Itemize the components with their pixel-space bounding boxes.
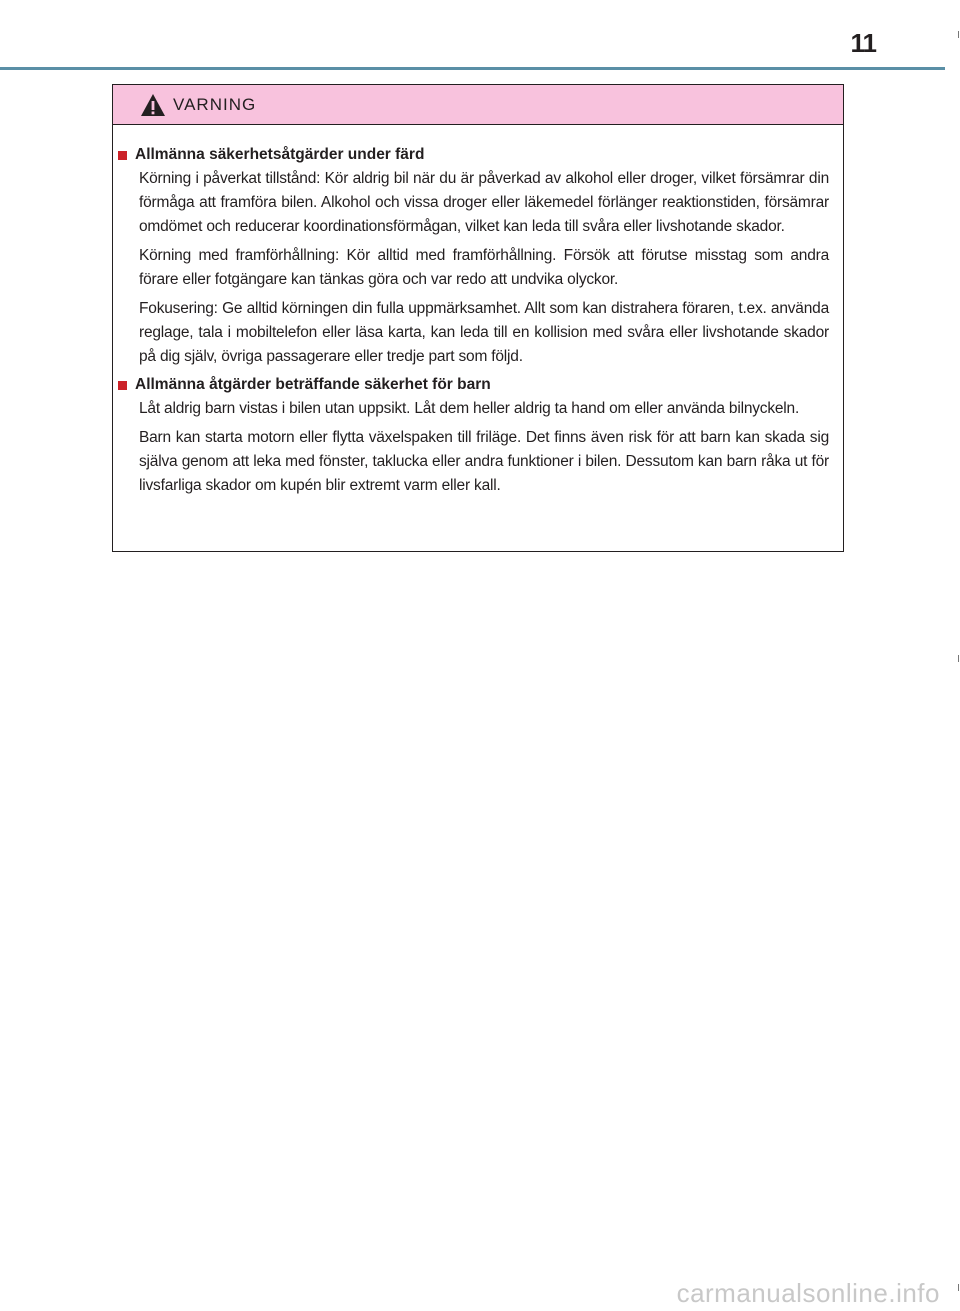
- watermark: carmanualsonline.info: [676, 1278, 940, 1308]
- section-heading-text: Allmänna säkerhetsåtgärder under färd: [135, 146, 425, 163]
- edge-tick: [958, 31, 959, 38]
- paragraph: Körning med framförhållning: Kör alltid med framförhållning. Försök att förutse misstag som andra förare eller fotgängare kan tänkas göra och var redo att undvika olyckor.: [139, 247, 829, 288]
- edge-tick: [958, 1284, 959, 1291]
- section-heading-text: Allmänna åtgärder beträffande säkerhet för barn: [135, 376, 491, 393]
- warning-section: [118, 144, 829, 369]
- section-heading: [118, 374, 829, 396]
- warning-header: [113, 85, 843, 125]
- warning-title: VARNING: [173, 94, 257, 114]
- paragraph: Låt aldrig barn vistas i bilen utan uppsikt. Låt dem heller aldrig ta hand om eller använda bilnyckeln.: [139, 400, 800, 417]
- paragraph: Fokusering: Ge alltid körningen din fulla uppmärksamhet. Allt som kan distrahera föraren, t.ex. använda reglage, tala i mobiltelefon eller läsa karta, kan leda till en kollision med svåra eller livshotande skador på dig själv, övriga passagerare eller tredje part som följd.: [139, 300, 829, 365]
- warning-box: [112, 84, 844, 552]
- paragraph: Körning i påverkat tillstånd: Kör aldrig bil när du är påverkad av alkohol eller droger, vilket försämrar din förmåga att framföra bilen. Alkohol och vissa droger eller läkemedel förlänger reaktionstiden, försämrar omdömet och reducerar koordinationsförmågan, vilket kan leda till svåra eller livshotande skador.: [139, 170, 829, 235]
- square-bullet-icon: [118, 381, 127, 390]
- page-number: 11: [850, 28, 876, 58]
- warning-section: [118, 374, 829, 498]
- header-rule: [0, 67, 945, 70]
- square-bullet-icon: [118, 151, 127, 160]
- section-heading: [118, 144, 829, 166]
- warning-triangle-icon: [140, 93, 166, 117]
- warning-body: [113, 125, 843, 498]
- edge-tick: [958, 655, 959, 662]
- paragraph: Barn kan starta motorn eller flytta växelspaken till friläge. Det finns även risk för att barn kan skada sig själva genom att leka med fönster, taklucka eller andra funktioner i bilen. Dessutom kan barn råka ut för livsfarliga skador om kupén blir extremt varm eller kall.: [139, 429, 829, 494]
